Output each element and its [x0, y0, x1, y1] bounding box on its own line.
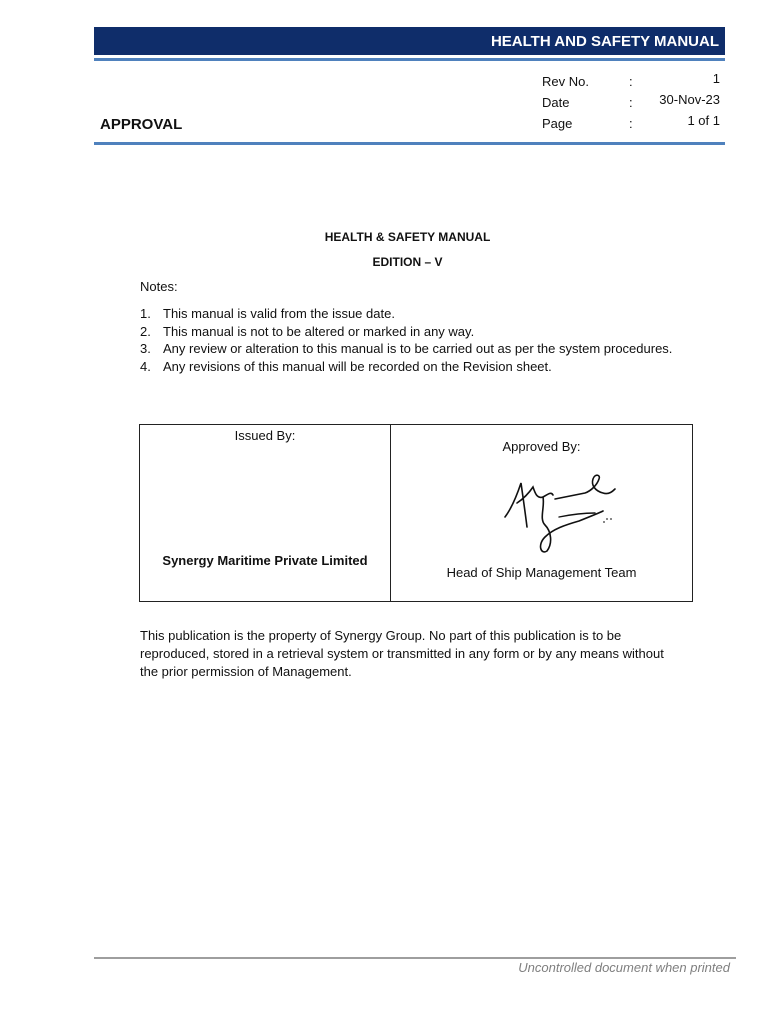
header-banner [94, 27, 725, 55]
list-number: 3. [140, 341, 151, 356]
list-text: Any revisions of this manual will be recorded on the Revision sheet. [163, 358, 552, 374]
signature-icon [499, 469, 619, 555]
approved-by-label: Approved By: [502, 439, 581, 454]
revision-meta [542, 71, 720, 137]
approver-role: Head of Ship Management Team [446, 565, 637, 580]
meta-sep: : [629, 116, 633, 131]
meta-value: 30-Nov-23 [659, 92, 720, 107]
list-item [140, 358, 680, 376]
document-edition: EDITION – V [372, 255, 443, 269]
meta-sep: : [629, 74, 633, 89]
approval-table [139, 424, 693, 602]
list-item [140, 323, 680, 341]
meta-label: Date [542, 95, 570, 110]
list-text: This manual is not to be altered or marked in any way. [163, 323, 475, 339]
issued-by-label: Issued By: [234, 428, 296, 443]
issued-by-cell [140, 425, 391, 601]
list-number: 2. [140, 323, 151, 339]
copyright-notice: This publication is the property of Synergy Group. No part of this publication is to be reproduced, stored in a retrieval system or transmitted in any form or by any means without the prior permission of Management. [140, 628, 664, 679]
notes-label: Notes: [140, 279, 178, 294]
section-title: APPROVAL [100, 116, 183, 133]
meta-value: 1 [712, 71, 720, 86]
list-item [140, 340, 680, 358]
meta-sep: : [629, 95, 633, 110]
meta-label: Page [542, 116, 573, 131]
list-text: This manual is valid from the issue date. [163, 306, 395, 321]
approved-by-cell [391, 425, 692, 601]
footer-text: Uncontrolled document when printed [518, 960, 730, 975]
header-rule-bottom [94, 142, 725, 145]
issuer-name: Synergy Maritime Private Limited [162, 553, 368, 568]
list-item [140, 305, 680, 323]
list-text: Any review or alteration to this manual is to be carried out as per the system procedures. [163, 341, 673, 356]
header-rule-top [94, 58, 725, 61]
meta-row-page [542, 113, 720, 137]
footer-rule [94, 957, 736, 959]
document-title: HEALTH & SAFETY MANUAL [324, 230, 491, 244]
meta-label: Rev No. [542, 74, 589, 89]
meta-value: 1 of 1 [687, 113, 720, 128]
list-number: 4. [140, 358, 151, 374]
list-number: 1. [140, 306, 151, 321]
notes-list [140, 305, 680, 375]
banner-title: HEALTH AND SAFETY MANUAL [490, 32, 719, 50]
